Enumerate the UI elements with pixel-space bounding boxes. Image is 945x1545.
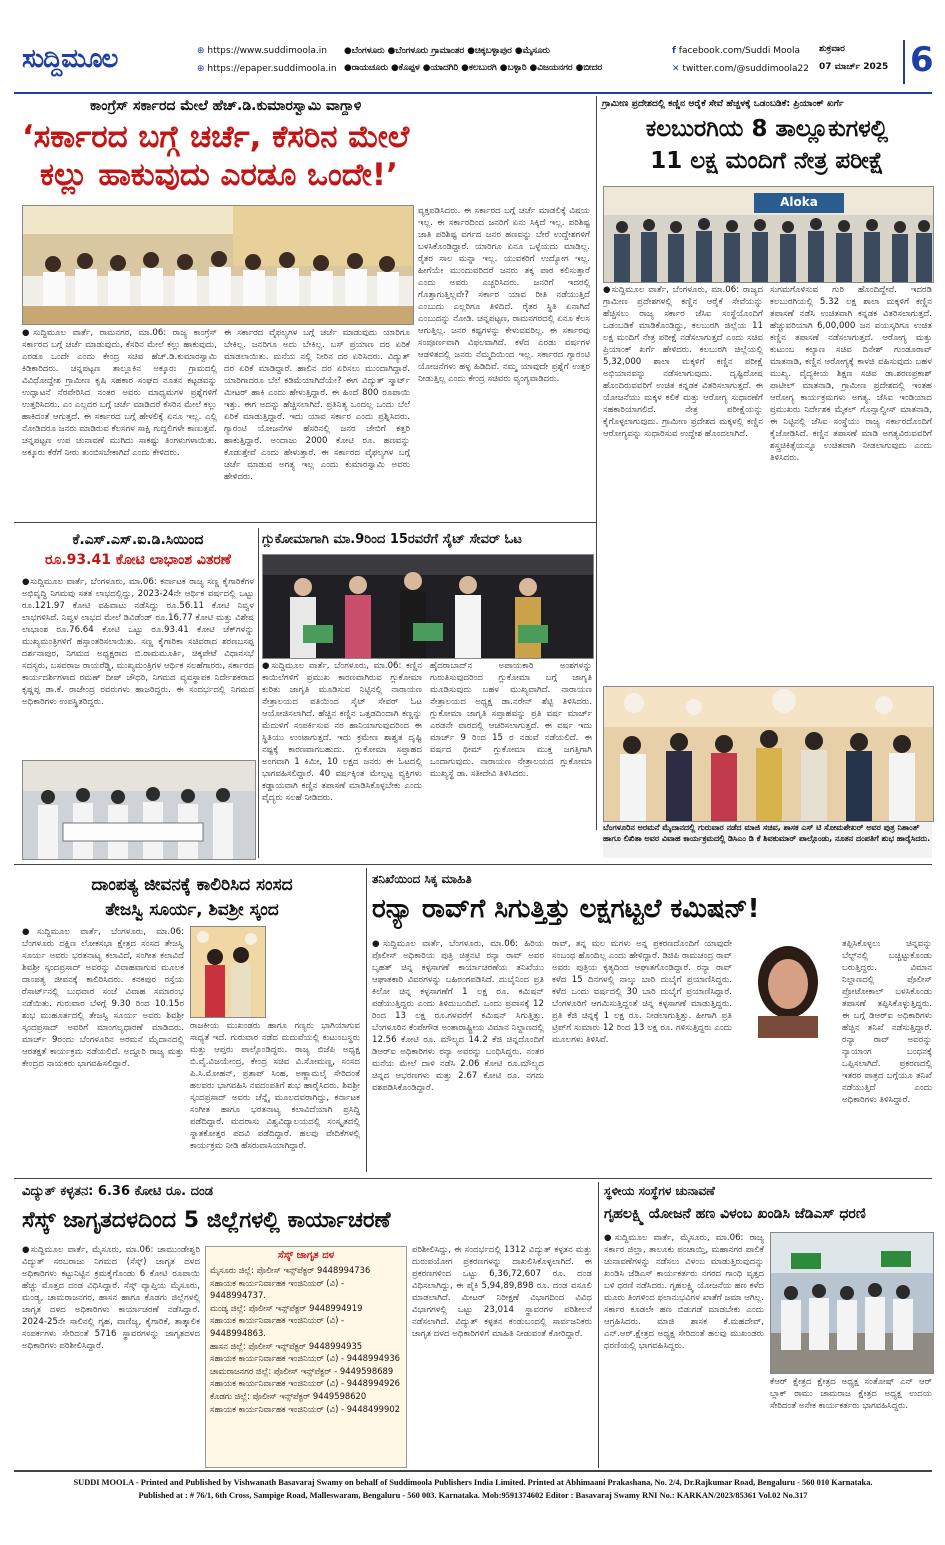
- ksiidc-body: ●ಸುದ್ದಿಮೂಲ ವಾರ್ತೆ, ಬೆಂಗಳೂರು, ಮಾ.06: ಕರ್ನಾಟಕ ರಾಜ್ಯ ಸಣ್ಣ ಕೈಗಾರಿಕೆಗಳ ಅಭಿವೃದ್ಧಿ ನಿಗಮವು ಸತತ ಲಾಭದಲ್ಲಿದ್ದು, 2023-24ನೇ ಆರ್ಥಿಕ ವರ್ಷದಲ್ಲಿ ಒಟ್ಟು ರೂ.121.97 ಕೋಟಿ ವಹಿವಾಟು ನಡೆಸಿದ್ದು ರೂ.56.11 ಕೋಟಿ ನಿವ್ವಳ ಲಾಭಗಳಿಸಿದೆ. ನಿವ್ವಳ ಲಾಭದ ಮೇಲೆ ಡಿವಿಡೆಂಡ್ ರೂ.16.77 ಕೋಟಿ ಮತ್ತು ವಿಶೇಷ ಲಾಭಾಂಶ ರೂ.76.64 ಕೋಟಿ ಒಟ್ಟು ರೂ.93.41 ಕೋಟಿ ಚೆಕ್‌ಗಳನ್ನು ಮುಖ್ಯಮಂತ್ರಿಗಳಿಗೆ ಹಸ್ತಾಂತರಿಸಲಾಯಿತು. ಸಣ್ಣ ಕೈಗಾರಿಕಾ ಸಚಿವರಾದ ಶರಣಬಸಪ್ಪ ದರ್ಶನಾಪುರ, ನಿಗಮದ ಅಧ್ಯಕ್ಷರಾದ ಬಿ.ರಾಮಮೂರ್ತಿ, ಚಿಕ್ಕಪೇಟೆ ವಿಧಾನಸಭೆ ಸದಸ್ಯರು, ಬಸವರಾಜ ರಾಯರೆಡ್ಡಿ, ಮುಖ್ಯಮಂತ್ರಿಗಳ ಆರ್ಥಿಕ ಸಲಹೆಗಾರರು, ಸರ್ಕಾರದ ಕಾರ್ಯದರ್ಶಿಗಳಾದ ರಮಣ್ ದೀಪ್ ಚೌಧರಿ, ನಿಗಮದ ವ್ಯವಸ್ಥಾಪಕ ನಿರ್ದೇಶಕರಾದ ಕೃಷ್ಣಪ್ಪ ಡಾ.ಕೆ. ರಾಜೇಂದ್ರ ರವರುಗಳು ಹಾಜರಿದ್ದರು. ಈ ಸಂದರ್ಭದಲ್ಲಿ ನಿಗಮದ ಅಧಿಕಾರಿಗಳು ಉಪಸ್ಥಿತರಿದ್ದರು.: [22, 577, 254, 707]
- kalaburagi-col1: ●ಸುದ್ದಿಮೂಲ ವಾರ್ತೆ, ಬೆಂಗಳೂರು, ಮಾ.06: ರಾಜ್ಯದ ಗ್ರಾಮೀಣ ಪ್ರದೇಶಗಳಲ್ಲಿ ಕಣ್ಣಿನ ಆರೈಕೆ ಸೇವೆಯನ್ನು ಹೆಚ್ಚಿಸಲು ರಾಜ್ಯ ಸರ್ಕಾರ ಜೆಸಿಐ ಸಂಸ್ಥೆಯೊಂದಿಗೆ ಒಡಂಬಡಿಕೆ ಮಾಡಿಕೊಂಡಿದ್ದು, ಕಲಬುರಗಿ ಜಿಲ್ಲೆಯ 11 ಲಕ್ಷ ಮಂದಿಗೆ ನೇತ್ರ ಪರೀಕ್ಷೆ ನಡೆಸಲಾಗುತ್ತದೆ ಎಂದು ಸಚಿವ ಪ್ರಿಯಾಂಕ್ ಖರ್ಗೆ ಹೇಳಿದರು. ಕಲಬುರಗಿ ಜಿಲ್ಲೆಯಲ್ಲಿ 5,32,000 ಶಾಲಾ ಮಕ್ಕಳಿಗೆ ಕಣ್ಣಿನ ಪರೀಕ್ಷೆ ಅಭಿಯಾನವನ್ನು ನಡೆಸಲಾಗುವುದು. ದೃಷ್ಟಿದೋಷ ಹೊಂದಿರುವವರಿಗೆ ಉಚಿತ ಕನ್ನಡಕ ವಿತರಿಸಲಾಗುತ್ತದೆ. ಈ ಯೋಜನೆಯು ಮಕ್ಕಳ ಕಲಿಕೆ ಮತ್ತು ಆರೋಗ್ಯ ಸುಧಾರಣೆಗೆ ಸಹಕಾರಿಯಾಗಲಿದೆ. ನೇತ್ರ ಪರೀಕ್ಷೆಯನ್ನು ಕೈಗೊಳ್ಳಲಾಗುವುದು. ಗ್ರಾಮೀಣ ಪ್ರದೇಶದ ಮಕ್ಕಳಲ್ಲಿ ಕಣ್ಣಿನ ಆರೋಗ್ಯವನ್ನು ಸುಧಾರಿಸುವ ಉದ್ದೇಶ ಹೊಂದಲಾಗಿದೆ.: [603, 285, 763, 439]
- globe-icon: ⊕: [197, 46, 205, 56]
- cesc-contact-line: ಸಹಾಯಕ ಕಾರ್ಯನಿರ್ವಾಹಕ ಇಂಜಿನಿಯರ್ (ವಿ) - 9448994926: [210, 1378, 400, 1389]
- cesc-col1: ●ಸುದ್ದಿಮೂಲ ವಾರ್ತೆ, ಮೈಸೂರು, ಮಾ.06: ಚಾಮುಂಡೇಶ್ವರಿ ವಿದ್ಯುತ್ ಸರಬರಾಜು ನಿಗಮದ (ಸೆಸ್ಕ್) ಜಾಗೃತ ದಳದ ಅಧಿಕಾರಿಗಳು ಕಟ್ಟುನಿಟ್ಟಿನ ಕ್ರಮಕೈಗೊಂಡು 6 ಕೋಟಿ ರೂಪಾಯಿ ಹೆಚ್ಚು ಮೊತ್ತದ ದಂಡ ವಿಧಿಸಿದ್ದಾರೆ. ಸೆಸ್ಕ್ ವ್ಯಾಪ್ತಿಯ ಮೈಸೂರು, ಮಂಡ್ಯ, ಚಾಮರಾಜನಗರ, ಹಾಸನ ಹಾಗೂ ಕೊಡಗು ಜಿಲ್ಲೆಗಳಲ್ಲಿ ಜಾಗೃತ ದಳದ ಅಧಿಕಾರಿಗಳು ಕಾರ್ಯಾಚರಣೆ ನಡೆಸಿದ್ದಾರೆ. 2024-25ನೇ ಸಾಲಿನಲ್ಲಿ ಗೃಹ, ವಾಣಿಜ್ಯ, ಕೈಗಾರಿಕೆ, ತಾತ್ಕಾಲಿಕ ಸಂಪರ್ಕಗಳು ಸೇರಿದಂತೆ 5716 ಸ್ಥಾವರಗಳನ್ನು ಜಾಗೃತದಳದ ಅಧಿಕಾರಿಗಳು ಪರಿಶೀಲಿಸಿದ್ದಾರೆ.: [22, 1245, 200, 1351]
- cesc-contact-line: ಸಹಾಯಕ ಕಾರ್ಯನಿರ್ವಾಹಕ ಇಂಜಿನಿಯರ್ (ವಿ) - 9448499902: [210, 1403, 400, 1414]
- jds-protest-photo: [771, 1233, 933, 1373]
- cesc-contact-line: ಸಹಾಯಕ ಕಾರ್ಯನಿರ್ವಾಹಕ ಇಂಜಿನಿಯರ್ (ವಿ) - 9448994936: [210, 1353, 400, 1364]
- tejasvi-col2b: [268, 926, 360, 1016]
- facebook-link[interactable]: facebook.com/Suddi Moola: [678, 46, 801, 56]
- masthead: [14, 40, 932, 90]
- kalaburagi-col2: ಸುಗಮಗೊಳಿಸುವ ಗುರಿ ಹೊಂದಿದ್ದೇವೆ. ಇದರಡಿ ಕಲಬುರಗಿಯಲ್ಲಿ 5.32 ಲಕ್ಷ ಶಾಲಾ ಮಕ್ಕಳಿಗೆ ಕಣ್ಣಿನ ತಪಾಸಣೆ ನಡೆಸಿ ಉಚಿತವಾಗಿ ಕನ್ನಡಕ ವಿತರಿಸಲಾಗುತ್ತದೆ. ಹೆಚ್ಚುವರಿಯಾಗಿ 6,00,000 ಜನ ವಯಸ್ಕರಿಗೂ ಉಚಿತ ಕಣ್ಣಿನ ತಪಾಸಣೆ ನಡೆಸಲಾಗುತ್ತದೆ. ಆರೋಗ್ಯ ಮತ್ತು ಕುಟುಂಬ ಕಲ್ಯಾಣ ಸಚಿವ ದಿನೇಶ್ ಗುಂಡೂರಾವ್ ಮಾತನಾಡಿ, ಕಣ್ಣಿನ ಆರೋಗ್ಯಕ್ಕೆ ಕಾಳಜಿ ವಹಿಸುವುದು ಬಹಳ ಮುಖ್ಯ. ವೈದ್ಯಕೀಯ ಶಿಕ್ಷಣ ಸಚಿವ ಡಾ.ಶರಣಪ್ರಕಾಶ್ ಪಾಟೀಲ್ ಮಾತನಾಡಿ, ಗ್ರಾಮೀಣ ಪ್ರದೇಶದಲ್ಲಿ ಇಂತಹ ಆರೋಗ್ಯ ಕಾರ್ಯಕ್ರಮಗಳು ಅಗತ್ಯ. ಜೆಸಿಐ ಇಂಡಿಯಾದ ಪ್ರಮುಖರು ನಿರ್ದೇಶಕ ಮೈಕಲ್ ಗೊನ್ಸಾಲ್ವೀಸ್ ಮಾತನಾಡಿ, ಈ ನಿಟ್ಟಿನಲ್ಲಿ ಜೆಸಿಐ ಸಂಸ್ಥೆಯು ರಾಜ್ಯ ಸರ್ಕಾರದೊಂದಿಗೆ ಕೈಜೋಡಿಸಿದೆ. ಕಣ್ಣಿನ ತಪಾಸಣೆ ಮಾಡಿ ಅಗತ್ಯವಿರುವವರಿಗೆ ಶಸ್ತ್ರಚಿಕಿತ್ಸೆಯನ್ನೂ ಉಚಿತವಾಗಿ ನೀಡಲಾಗುವುದು ಎಂದು ತಿಳಿಸಿದರು.: [770, 285, 932, 463]
- ksiidc-photo: [22, 760, 256, 860]
- tejasvi-col1: ●ಸುದ್ದಿಮೂಲ ವಾರ್ತೆ, ಬೆಂಗಳೂರು, ಮಾ.06: ಬೆಂಗಳೂರು ದಕ್ಷಿಣ ಲೋಕಸಭಾ ಕ್ಷೇತ್ರದ ಸಂಸದ ತೇಜಸ್ವಿ ಸೂರ್ಯ ಅವರು ಭರತನಾಟ್ಯ ಕಲಾವಿದೆ, ಸಂಗೀತ ಕಲಾವಿದೆ ಶಿವಶ್ರೀ ಸ್ಕಂದಪ್ರಸಾದ್ ಅವರನ್ನು ವಿವಾಹವಾಗುವ ಮೂಲಕ ದಾಂಪತ್ಯ ಜೀವನಕ್ಕೆ ಕಾಲಿರಿಸಿದರು. ಕನಕಪುರ ರಸ್ತೆಯ ರೆಸಾರ್ಟ್‌ನಲ್ಲಿ ಬುಧವಾರ ಸಂಜೆ ವಿವಾಹ ಸಮಾರಂಭ ನಡೆಯಿತು. ಗುರುವಾರ ಬೆಳಗ್ಗೆ 9.30 ರಿಂದ 10.15ರ ಶುಭ ಮುಹೂರ್ತದಲ್ಲಿ ತೇಜಸ್ವಿ ಸೂರ್ಯ ಅವರು ಶಿವಶ್ರೀ ಸ್ಕಂದಪ್ರಸಾದ್ ಅವರಿಗೆ ಮಾಂಗಲ್ಯಧಾರಣೆ ಮಾಡಿದರು. ಮಾರ್ಚ್ 9ರಂದು ಬೆಂಗಳೂರಿನ ಅರಮನೆ ಮೈದಾನದಲ್ಲಿ ಆರತಕ್ಷತೆ ಕಾರ್ಯಕ್ರಮ ನಡೆಯಲಿದೆ. ಅದ್ದೂರಿ ರಾಜ್ಯ ಮತ್ತು ಕೇಂದ್ರದ ನಾಯಕರು ಭಾಗವಹಿಸಲಿದ್ದಾರೆ.: [22, 927, 184, 1069]
- cesc-headline: ಸೆಸ್ಕ್ ಜಾಗೃತದಳದಿಂದ 5 ಜಿಲ್ಲೆಗಳಲ್ಲಿ ಕಾರ್ಯಾಚರಣೆ: [22, 1208, 391, 1233]
- tejasvi-headline-line2: ತೇಜಸ್ವಿ ಸೂರ್ಯ, ಶಿವಶ್ರೀ ಸ್ಕಂದ: [105, 900, 279, 920]
- cesc-contact-line: ಸಹಾಯಕ ಕಾರ್ಯನಿರ್ವಾಹಕ ಇಂಜಿನಿಯರ್ (ವಿ) - 9448994737.: [210, 1277, 345, 1301]
- editions-row2: ●ರಾಯಚೂರು ●ಕೊಪ್ಪಳ ●ಯಾದಗಿರಿ ●ಕಲಬುರಗಿ ●ಬಳ್ಳಾರಿ ●ವಿಜಯನಗರ ●ಬೀದರ: [344, 63, 603, 73]
- kalaburagi-photo: [603, 186, 934, 283]
- ksiidc-headline-line1: ಕೆ.ಎಸ್.ಎಸ್.ಐ.ಡಿ.ಸಿಯಿಂದ: [72, 532, 204, 548]
- somashekar-wedding-photo: [604, 687, 933, 821]
- cheque-handover-photo: [23, 761, 255, 859]
- ranya-rao-portrait: [738, 938, 838, 1038]
- ksiidc-headline: [22, 530, 254, 570]
- cesc-box-lines: [206, 1264, 406, 1415]
- jds-headline: ಗೃಹಲಕ್ಷ್ಮಿ ಯೋಜನೆ ಹಣ ವಿಳಂಬ ಖಂಡಿಸಿ ಜೆಡಿಎಸ್ ಧರಣಿ: [604, 1206, 866, 1222]
- glaucoma-col2: ಹೈದರಾಬಾದ್‌ನ ಅಪಾಯಕಾರಿ ಅಂಶಗಳನ್ನು ಗುರುತಿಸುವುದರಿಂದ ಗ್ಲುಕೋಮಾ ಬಗ್ಗೆ ಜಾಗೃತಿ ಮೂಡಿಸುವುದು ಬಹಳ ಮುಖ್ಯವಾಗಿದೆ. ನಾರಾಯಣ ನೇತ್ರಾಲಯದ ಅಧ್ಯಕ್ಷ ಡಾ.ನರೇನ್ ಶೆಟ್ಟಿ ತಿಳಿಸಿದರು. ಗ್ಲುಕೋಮಾ ಜಾಗೃತಿ ಸಪ್ತಾಹವನ್ನು ಪ್ರತಿ ವರ್ಷ ಮಾರ್ಚ್ ಎರಡನೇ ವಾರದಲ್ಲಿ ಆಚರಿಸಲಾಗುತ್ತದೆ. ಈ ವರ್ಷ ಇದು ಮಾರ್ಚ್ 9 ರಿಂದ 15 ರ ನಡುವೆ ನಡೆಯಲಿದೆ. ಈ ವರ್ಷದ ಥೀಮ್ ಗ್ಲುಕೋಮಾ ಮುಕ್ತ ಜಗತ್ತಿಗಾಗಿ ಒಂದಾಗುವುದು. ನಾರಾಯಣ ನೇತ್ರಾಲಯದ ಗ್ಲುಕೋಮಾ ಮುಖ್ಯಸ್ಥೆ ಡಾ. ಸತೀದೇವಿ ತಿಳಿಸಿದರು.: [430, 661, 592, 779]
- cesc-col3: ಪರಿಶೀಲಿಸಿದ್ದು, ಈ ಸಂದರ್ಭದಲ್ಲಿ 1312 ವಿದ್ಯುತ್ ಕಳ್ಳತನ ಮತ್ತು ದುರುಪಯೋಗ ಪ್ರಕರಣಗಳನ್ನು ದಾಖಲಿಸಿಕೊಳ್ಳಲಾಗಿದೆ. ಈ ಪ್ರಕರಣಗಳಿಂದ ಒಟ್ಟು 6,36,72,607 ರೂ. ದಂಡ ವಿಧಿಸಲಾಗಿದ್ದು, ಈ ಪೈಕಿ 5,94,89,898 ರೂ. ದಂಡ ವಸೂಲಿ ಮಾಡಲಾಗಿದೆ. ಮೀಟರ್ ನಿರೀಕ್ಷಣೆ ವಿಭಾಗದಿಂದ ವಿವಿಧ ವಿಭಾಗಗಳಲ್ಲಿ ಒಟ್ಟು 23,014 ಸ್ಥಾವರಗಳ ಪರಿಶೀಲನೆ ನಡೆಸಲಾಗಿದೆ. ವಿದ್ಯುತ್ ಕಳ್ಳತನ ಕಂಡುಬಂದಲ್ಲಿ ಸಾರ್ವಜನಿಕರು ಜಾಗೃತ ದಳದ ಅಧಿಕಾರಿಗಳಿಗೆ ಮಾಹಿತಿ ನೀಡುವಂತೆ ಕೋರಿದ್ದಾರೆ.: [412, 1245, 592, 1339]
- ranya-headline: ರನ್ಯಾ ರಾವ್‌ಗೆ ಸಿಗುತ್ತಿತ್ತು ಲಕ್ಷಗಟ್ಟಲೆ ಕಮಿಷನ್!: [372, 894, 760, 924]
- jds-col1: ●ಸುದ್ದಿಮೂಲ ವಾರ್ತೆ, ಮೈಸೂರು, ಮಾ.06: ರಾಜ್ಯ ಸರ್ಕಾರ ಜಿಲ್ಲಾ, ತಾಲೂಕು ಪಂಚಾಯ್ತಿ, ಮಹಾನಗರ ಪಾಲಿಕೆ ಚುನಾವಣೆಗಳನ್ನು ನಡೆಸಲು ವಿಳಂಬ ಮಾಡುತ್ತಿರುವುದನ್ನು ಖಂಡಿಸಿ ಜೆಡಿಎಸ್ ಕಾರ್ಯಕರ್ತರು ನಗರದ ಗಾಂಧಿ ವೃತ್ತದ ಬಳಿ ಧರಣಿ ನಡೆಸಿದರು. ಗೃಹಲಕ್ಷ್ಮಿ ಯೋಜನೆಯ ಹಣ ಕಳೆದ ಮೂರು ತಿಂಗಳಿಂದ ಫಲಾನುಭವಿಗಳ ಖಾತೆಗೆ ಜಮಾ ಆಗಿಲ್ಲ. ಸರ್ಕಾರ ಕೂಡಲೇ ಹಣ ಬಿಡುಗಡೆ ಮಾಡಬೇಕು ಎಂದು ಆಗ್ರಹಿಸಿದರು. ಮಾಜಿ ಶಾಸಕ ಕೆ.ಮಹದೇವ್, ಎನ್.ಆರ್.ಕ್ಷೇತ್ರದ ಅಧ್ಯಕ್ಷ ಸೇರಿದಂತೆ ಹಲವು ಮುಖಂಡರು ಧರಣಿಯಲ್ಲಿ ಭಾಗವಹಿಸಿದ್ದರು.: [604, 1233, 764, 1351]
- editions-row1: ●ಬೆಂಗಳೂರು ●ಬೆಂಗಳೂರು ಗ್ರಾಮಾಂತರ ●ಚಿಕ್ಕಬಳ್ಳಾಪುರ ●ಮೈಸೂರು: [344, 46, 550, 56]
- tejasvi-col2: ರಾಜಕೀಯ ಮುಖಂಡರು ಹಾಗೂ ಗಣ್ಯರು ಭಾಗಿಯಾಗುವ ಸಾಧ್ಯತೆ ಇದೆ. ಗುರುವಾರ ನಡೆದ ಮದುವೆಯಲ್ಲಿ ಕುಟುಂಬಸ್ಥರು ಮತ್ತು ಆಪ್ತರು ಪಾಲ್ಗೊಂಡಿದ್ದರು. ರಾಜ್ಯ ಬಿಜೆಪಿ ಅಧ್ಯಕ್ಷ ಬಿ.ವೈ.ವಿಜಯೇಂದ್ರ, ಕೇಂದ್ರ ಸಚಿವ ವಿ.ಸೋಮಣ್ಣ, ಸಂಸದ ಪಿ.ಸಿ.ಮೋಹನ್, ಪ್ರತಾಪ್ ಸಿಂಹ, ಅಣ್ಣಾಮಲೈ ಸೇರಿದಂತೆ ಹಲವರು ಭಾಗವಹಿಸಿ ನವದಂಪತಿಗೆ ಶುಭ ಹಾರೈಸಿದರು. ಶಿವಶ್ರೀ ಸ್ಕಂದಪ್ರಸಾದ್ ಅವರು ಚೆನ್ನೈ ಮೂಲದವರಾಗಿದ್ದು, ಕರ್ನಾಟಕ ಸಂಗೀತ ಹಾಗೂ ಭರತನಾಟ್ಯ ಕಲಾವಿದೆಯಾಗಿ ಪ್ರಸಿದ್ಧಿ ಪಡೆದಿದ್ದಾರೆ. ಮದರಾಸು ವಿಶ್ವವಿದ್ಯಾಲಯದಲ್ಲಿ ಸಂಸ್ಕೃತದಲ್ಲಿ ಸ್ನಾತಕೋತ್ತರ ಪದವಿ ಪಡೆದಿದ್ದಾರೆ. ಹಲವು ವೇದಿಕೆಗಳಲ್ಲಿ ಕಾರ್ಯಕ್ರಮ ನೀಡಿ ಹೆಸರುವಾಸಿಯಾಗಿದ್ದಾರೆ.: [190, 1021, 360, 1151]
- story1-col3: ವ್ಯಕ್ತಪಡಿಸಿದರು. ಈ ಸರ್ಕಾರದ ಬಗ್ಗೆ ಚರ್ಚೆ ಮಾಡಲಿಕ್ಕೆ ವಿಷಯ ಇಲ್ಲ. ಈ ಸರ್ಕಾರದಿಂದ ಜನರಿಗೆ ಏನು ಸಿಕ್ಕಿದೆ ಇಲ್ಲ. ಪರಿಶಿಷ್ಟ ಜಾತಿ ಪರಿಶಿಷ್ಟ ವರ್ಗದ ಜನರ ಹಣವನ್ನು ಬೇರೆ ಉದ್ದೇಶಗಳಿಗೆ ಬಳಸಿಕೊಂಡಿದ್ದಾರೆ. ಯಾರಿಗೂ ಏನೂ ಒಳ್ಳೆಯದು ಮಾಡಿಲ್ಲ. ರೈತರ ಸಾಲ ಮನ್ನಾ ಇಲ್ಲ. ಯುವಕರಿಗೆ ಉದ್ಯೋಗ ಇಲ್ಲ. ಹೀಗೆಯೇ ಮುಂದುವರಿದರೆ ಜನರು ತಕ್ಕ ಪಾಠ ಕಲಿಸುತ್ತಾರೆ ಎಂದು ಅವರು ಎಚ್ಚರಿಸಿದರು. ಜನರಿಗೆ ಇದರಲ್ಲಿ ಗೊತ್ತಾಗುತ್ತಿಲ್ಲವೇ? ಸರ್ಕಾರ ಯಾವ ರೀತಿ ನಡೆಯುತ್ತಿದೆ ಎಂಬುದು ಎಲ್ಲರಿಗೂ ತಿಳಿದಿದೆ. ರೈತರ ಸ್ಥಿತಿ ಏನಾಗಿದೆ ಎಂಬುದನ್ನು ನೋಡಿ. ಚನ್ನಪಟ್ಟಣ, ರಾಮನಗರದಲ್ಲಿ ಏನೂ ಕೆಲಸ ಆಗುತ್ತಿಲ್ಲ. ಜನರ ಕಷ್ಟಗಳನ್ನು ಕೇಳುವವರಿಲ್ಲ. ಈ ಸರ್ಕಾರವು ಸಂಪೂರ್ಣವಾಗಿ ವಿಫಲವಾಗಿದೆ. ಕಳೆದ ಎರಡು ವರ್ಷಗಳ ಆಡಳಿತದಲ್ಲಿ ಜನರು ನೆಮ್ಮದಿಯಿಂದ ಇಲ್ಲ. ಸರ್ಕಾರದ ಗ್ಯಾರಂಟಿ ಯೋಜನೆಗಳು ಹಳ್ಳ ಹಿಡಿದಿವೆ. ನಮ್ಮ ಯಾವುದೇ ಪ್ರಶ್ನೆಗೆ ಉತ್ತರ ನೀಡುತ್ತಿಲ್ಲ ಎಂದು ಕೇಂದ್ರ ಸಚಿವರು ವ್ಯಂಗ್ಯವಾಡಿದರು.: [418, 206, 590, 384]
- story1-photo: [22, 205, 414, 325]
- ranya-col3: ತಪ್ಪಿಸಿಕೊಳ್ಳಲು ಚಿನ್ನವನ್ನು ಬೆಲ್ಟ್‌ನಲ್ಲಿ ಬಚ್ಚಿಟ್ಟುಕೊಂಡು ಬರುತ್ತಿದ್ದರು. ವಿಮಾನ ನಿಲ್ದಾಣದಲ್ಲಿ ಪೊಲೀಸ್ ಪ್ರೋಟೋಕಾಲ್ ಬಳಸಿಕೊಂಡು ತಪಾಸಣೆ ತಪ್ಪಿಸಿಕೊಳ್ಳುತ್ತಿದ್ದರು. ಈ ಬಗ್ಗೆ ಡಿಆರ್‌ಐ ಅಧಿಕಾರಿಗಳು ಹೆಚ್ಚಿನ ತನಿಖೆ ನಡೆಸುತ್ತಿದ್ದಾರೆ. ರನ್ಯಾ ರಾವ್ ಅವರನ್ನು ನ್ಯಾಯಾಂಗ ಬಂಧನಕ್ಕೆ ಒಪ್ಪಿಸಲಾಗಿದೆ. ಪ್ರಕರಣದಲ್ಲಿ ಇತರರ ಪಾತ್ರದ ಬಗ್ಗೆಯೂ ತನಿಖೆ ನಡೆಯುತ್ತಿದೆ ಎಂದು ಅಧಿಕಾರಿಗಳು ತಿಳಿಸಿದ್ದಾರೆ.: [842, 939, 932, 1105]
- tejasvi-headline-line1: ದಾಂಪತ್ಯ ಜೀವನಕ್ಕೆ ಕಾಲಿರಿಸಿದ ಸಂಸದ: [91, 875, 293, 895]
- epaper-url[interactable]: https://epaper.suddimoola.in: [207, 64, 337, 74]
- cesc-contact-line: ಸಹಾಯಕ ಕಾರ್ಯನಿರ್ವಾಹಕ ಇಂಜಿನಿಯರ್ (ವಿ) - 9448994863.: [210, 1315, 345, 1338]
- jds-photo-caption: ಕೆಆರ್ ಕ್ಷೇತ್ರದ ಕ್ಷೇತ್ರದ ಅಧ್ಯಕ್ಷ ಸಂತೋಷ್ ಎನ್ ಆರ್ ಬ್ಲಾಕ್ ರಾಮು ಚಾಮರಾಜ ಕ್ಷೇತ್ರದ ಅಧ್ಯಕ್ಷ ಉದಯ ಸೇರಿದಂತೆ ಅನೇಕ ಕಾರ್ಯಕರ್ತರು ಭಾಗವಹಿಸಿದ್ದರು.: [770, 1377, 932, 1411]
- facebook-icon: f: [672, 46, 676, 56]
- cesc-box-title: ಸೆಸ್ಕ್ ಜಾಗೃತ ದಳ: [277, 1250, 335, 1261]
- story1-headline-line1: ‘ಸರ್ಕಾರದ ಬಗ್ಗೆ ಚರ್ಚೆ, ಕೆಸರಿನ ಮೇಲೆ: [22, 119, 410, 155]
- ranya-kicker: ತನಿಖೆಯಿಂದ ಸಿಕ್ಕ ಮಾಹಿತಿ: [372, 872, 472, 886]
- tejasvi-headline: [22, 873, 362, 923]
- wedding-caption: ಬೆಂಗಳೂರಿನ ಅರಮನೆ ಮೈದಾನದಲ್ಲಿ ಗುರುವಾರ ನಡೆದ ಮಾಜಿ ಸಚಿವ, ಶಾಸಕ ಎಸ್ ಟಿ ಸೋಮಶೇಖರ್ ಅವರ ಪುತ್ರ ನಿಶಾಂತ್ ಹಾಗೂ ಲಿಖಿತಾ ಅವರ ವಿವಾಹ ಕಾರ್ಯಕ್ರಮದಲ್ಲಿ ಡಿಸಿಎಂ ಡಿ ಕೆ ಶಿವಕುಮಾರ್ ಪಾಲ್ಗೊಂಡು, ನೂತನ ದಂಪತಿಗೆ ಶುಭ ಹಾರೈಸಿದರು.: [603, 822, 932, 858]
- story1-headline-line2: ಕಲ್ಲು ಹಾಕುವುದು ಎರಡೂ ಒಂದೇ!’: [40, 157, 398, 193]
- twitter-link[interactable]: twitter.com/@suddimoola22: [682, 64, 809, 74]
- cesc-box: [205, 1246, 407, 1468]
- kalaburagi-headline-line2: 11 ಲಕ್ಷ ಮಂದಿಗೆ ನೇತ್ರ ಪರೀಕ್ಷೆ: [650, 148, 884, 174]
- story1-kicker: ಕಾಂಗ್ರೆಸ್ ಸರ್ಕಾರದ ಮೇಲೆ ಹೆಚ್.ಡಿ.ಕುಮಾರಸ್ವಾಮಿ ವಾಗ್ದಾಳಿ: [90, 98, 362, 114]
- ranya-photo: [738, 938, 838, 1038]
- footer: [14, 1476, 932, 1502]
- couple-photo: [191, 927, 265, 1017]
- jds-kicker: ಸ್ಥಳೀಯ ಸಂಸ್ಥೆಗಳ ಚುನಾವಣೆ: [604, 1184, 715, 1198]
- glaucoma-col1: ●ಸುದ್ದಿಮೂಲ ವಾರ್ತೆ, ಬೆಂಗಳೂರು, ಮಾ.06: ಕಣ್ಣಿನ ಕಾಯಿಲೆಗಳಿಗೆ ಪ್ರಮುಖ ಕಾರಣವಾಗಿರುವ ಗ್ಲುಕೋಮಾ ಕುರಿತು ಜಾಗೃತಿ ಮೂಡಿಸುವ ನಿಟ್ಟಿನಲ್ಲಿ ನಾರಾಯಣ ನೇತ್ರಾಲಯದ ವತಿಯಿಂದ ಸೈಟ್ ಸೇವರ್ ಓಟ ಆಯೋಜಿಸಲಾಗಿದೆ. ಹೆಚ್ಚಿನ ಕಣ್ಣಿನ ಒತ್ತಡದಿಂದಾಗಿ ಕಣ್ಣನ್ನು ಮೆದುಳಿಗೆ ಸಂಪರ್ಕಿಸುವ ನರ ಹಾನಿಯಾಗುವುದರಿಂದ ಈ ಸ್ಥಿತಿಯು ಉಂಟಾಗುತ್ತದೆ. ಇದು ಕ್ರಮೇಣ ಶಾಶ್ವತ ದೃಷ್ಟಿ ನಷ್ಟಕ್ಕೆ ಕಾರಣವಾಗಬಹುದು. ಗ್ಲುಕೋಮಾ ಸಪ್ತಾಹದ ಅಂಗವಾಗಿ 1 ಕಿಮೀ, 10 ಲಕ್ಷದ ಜನರು ಈ ಓಟದಲ್ಲಿ ಭಾಗವಹಿಸಲಿದ್ದಾರೆ. 40 ವರ್ಷಕ್ಕಿಂತ ಮೇಲ್ಪಟ್ಟ ವ್ಯಕ್ತಿಗಳು ಕಡ್ಡಾಯವಾಗಿ ಕಣ್ಣಿನ ತಪಾಸಣೆ ಮಾಡಿಸಿಕೊಳ್ಳಬೇಕು ಎಂದು ವೈದ್ಯರು ಸಲಹೆ ನೀಡಿದರು.: [262, 661, 422, 803]
- globe-icon: ⊕: [197, 64, 205, 74]
- story1-col2: ಈ ಸರ್ಕಾರದ ವೈಫಲ್ಯಗಳ ಬಗ್ಗೆ ಚರ್ಚೆ ಮಾಡುವುದು ಯಾರಿಗೂ ಬೇಕಿಲ್ಲ. ಜನರಿಗೂ ಅದು ಬೇಕಿಲ್ಲ. ಬಸ್ ಪ್ರಯಾಣ ದರ ಏರಿಕೆ ಮಾಡಲಾಯಿತು. ಮನೆಯ ನಲ್ಲಿ ನೀರಿನ ದರ ಏರಿಸಿದರು. ವಿದ್ಯುತ್ ದರ ಏರಿಕೆ ಮಾಡಿದ್ದಾರೆ. ಹಾಲಿನ ದರ ಏರಿಸಲು ಮುಂದಾಗಿದ್ದಾರೆ. ಯಾರಿಗಾದರೂ ಬೆಲೆ ಕಡಿಮೆಯಾಗಿದೆಯೇ? ಈಗ ವಿದ್ಯುತ್ ಸ್ಮಾರ್ಟ್ ಮೀಟರ್ ಹಾಕಿ ಎಂದು ಹೇಳುತ್ತಿದ್ದಾರೆ. ಈ ಹಿಂದೆ 800 ರೂಪಾಯಿ ಇತ್ತು. ಈಗ ಅದನ್ನು ಹೆಚ್ಚಿಸಲಾಗಿದೆ. ಪ್ರತಿನಿತ್ಯ ಒಂದಲ್ಲ ಒಂದು ಬೆಲೆ ಏರಿಕೆ ಮಾಡುತ್ತಿದ್ದಾರೆ. ಇದು ಯಾವ ಸರ್ಕಾರ ಎಂದು ಪ್ರಶ್ನಿಸಿದರು. ಗ್ಯಾರಂಟಿ ಯೋಜನೆಗಳ ಹೆಸರಿನಲ್ಲಿ ಜನರ ಜೇಬಿಗೆ ಕತ್ತರಿ ಹಾಕುತ್ತಿದ್ದಾರೆ. ಅಂದಾಜು 2000 ಕೋಟಿ ರೂ. ಹಣವನ್ನು ಕೊಡುತ್ತೇವೆ ಎಂದು ಹೇಳುತ್ತಾರೆ. ಈ ಸರ್ಕಾರದ ವೈಫಲ್ಯಗಳ ಬಗ್ಗೆ ಚರ್ಚೆ ಮಾಡುವ ಅಗತ್ಯ ಇಲ್ಲ ಎಂದು ಕುಮಾರಸ್ವಾಮಿ ಅವರು ಹೇಳಿದರು.: [224, 328, 410, 482]
- glaucoma-headline: ಗ್ಲುಕೋಮಾಗಾಗಿ ಮಾ.9ರಿಂದ 15ರವರೆಗೆ ಸೈಟ್ ಸೇವರ್ ಓಟ: [262, 532, 522, 547]
- kalaburagi-headline-line1: ಕಲಬುರಗಿಯ 8 ತಾಲ್ಲೂಕುಗಳಲ್ಲಿ: [645, 116, 889, 142]
- glaucoma-photo: [262, 554, 594, 659]
- footer-line2: Published at : # 76/1, 6th Cross, Sampige Road, Malleswaram, Bengaluru - 560 003. Karnataka. Mob:9591374602 Editor : Basavaraj Swamy RNI No.: KARKAN/2023/85361 Vol.02 No.317: [138, 1491, 808, 1500]
- story1-col1: ●ಸುದ್ದಿಮೂಲ ವಾರ್ತೆ, ರಾಮನಗರ, ಮಾ.06: ರಾಜ್ಯ ಕಾಂಗ್ರೆಸ್ ಸರ್ಕಾರದ ಬಗ್ಗೆ ಚರ್ಚೆ ಮಾಡುವುದು, ಕೆಸರಿನ ಮೇಲೆ ಕಲ್ಲು ಹಾಕುವುದು, ಎರಡೂ ಒಂದೇ ಎಂದು ಕೇಂದ್ರ ಸಚಿವ ಹೆಚ್.ಡಿ.ಕುಮಾರಸ್ವಾಮಿ ಕಿಡಿಕಾರಿದರು. ಚನ್ನಪಟ್ಟಣ ತಾಲ್ಲೂಕಿನ ಅಕ್ಕೂರು ಗ್ರಾಮದಲ್ಲಿ ವಿವಿಧೋದ್ದೇಶ ಗ್ರಾಮೀಣ ಕೃಷಿ ಸಹಕಾರ ಸಂಘದ ನೂತನ ಕಟ್ಟಡವನ್ನು ಉದ್ಘಾಟನೆ ನೆರವೇರಿಸಿದ ನಂತರ ಅವರು ಮಾಧ್ಯಮಗಳ ಪ್ರಶ್ನೆಗಳಿಗೆ ಉತ್ತರಿಸಿದರು. ಎಂ ಎಲ್ಲದರ ಬಗ್ಗೆ ಚರ್ಚೆ ಮಾಡಿದರೆ ಕೆಸರಿನ ಮೇಲೆ ಕಲ್ಲು ಹಾಕಿದಂತೆ ಆಗುತ್ತದೆ. ಈ ಸರ್ಕಾರದ ಬಗ್ಗೆ ಹೇಳಲಿಕ್ಕೆ ಏನೂ ಇಲ್ಲ. ಎಲ್ಲಿ ನೋಡಿದರೂ ಜನರು ಮಾಡಿರುವ ಕೆಲಸಗಳ ಸಾಕ್ಷಿ ಗುದ್ದಲಿಗಳೇ ಕಾಣುತ್ತವೆ. ಚನ್ನಪಟ್ಟಣ ಉಪ ಚುನಾವಣೆ ಮುಗಿದು ಸಾಕಷ್ಟು ತಿಂಗಳುಗಳಾಯಿತು. ಅಕ್ಕೂರು ಕೆರೆಗೆ ನೀರು ತುಂಬಿಸಬೇಕಾಗಿದೆ ಎಂದು ಕೇಳಿದರು.: [22, 328, 217, 458]
- ranya-col2: ರಾವ್, ತನ್ನ ಮಲ ಮಗಳು ಅನ್ನ ಪ್ರಕರಣದೊಂದಿಗೆ ಯಾವುದೇ ಸಂಬಂಧ ಹೊಂದಿಲ್ಲ ಎಂದು ಹೇಳಿದ್ದಾರೆ. ಡಿಜಿಪಿ ರಾಮಚಂದ್ರ ರಾವ್ ಅವರು ಪುತ್ರಿಯ ಕೃತ್ಯದಿಂದ ಆಘಾತಗೊಂಡಿದ್ದಾರೆ. ರನ್ಯಾ ರಾವ್ ಕಳೆದ 15 ದಿನಗಳಲ್ಲಿ ನಾಲ್ಕು ಬಾರಿ ದುಬೈಗೆ ಪ್ರಯಾಣಿಸಿದ್ದರು. ಕಳೆದ ಒಂದು ವರ್ಷದಲ್ಲಿ 30 ಬಾರಿ ದುಬೈಗೆ ಪ್ರಯಾಣಿಸಿದ್ದಾರೆ. ಬೆಂಗಳೂರಿಗೆ ಆಗಮಿಸುತ್ತಿದ್ದಂತೆ ಚಿನ್ನ ಕಳ್ಳಸಾಗಣೆ ಮಾಡುತ್ತಿದ್ದರು. ಪ್ರತಿ ಕೆಜಿ ಚಿನ್ನಕ್ಕೆ 1 ಲಕ್ಷ ರೂ. ನೀಡಲಾಗುತ್ತಿತ್ತು. ಹೀಗಾಗಿ ಪ್ರತಿ ಟ್ರಿಪ್‌ಗೆ ಸುಮಾರು 12 ರಿಂದ 13 ಲಕ್ಷ ರೂ. ಗಳಿಸುತ್ತಿದ್ದರು ಎಂದು ಮೂಲಗಳು ತಿಳಿಸಿವೆ.: [552, 939, 732, 1045]
- issue-date: 07 ಮಾರ್ಚ್ 2025: [819, 62, 889, 72]
- story1-headline: [22, 118, 592, 194]
- wedding-photo: [603, 686, 934, 822]
- twitter-icon: ✕: [672, 64, 680, 74]
- site-url[interactable]: https://www.suddimoola.in: [207, 46, 327, 56]
- ksiidc-headline-line2: ರೂ.93.41 ಕೋಟಿ ಲಾಭಾಂಶ ವಿತರಣೆ: [45, 552, 231, 568]
- photo-banner-text: Aloka: [780, 195, 818, 209]
- cesc-contact-line: ಮೈಸೂರು ಜಿಲ್ಲೆ: ಪೊಲೀಸ್ ಇನ್ಸ್‌ಪೆಕ್ಟರ್ 9448994736: [210, 1265, 371, 1275]
- cesc-contact-line: ಮಂಡ್ಯ ಜಿಲ್ಲೆ: ಪೊಲೀಸ್ ಇನ್ಸ್‌ಪೆಕ್ಟರ್ 9448994919: [210, 1302, 363, 1313]
- logo: [22, 44, 182, 84]
- logo-text: ಸುದ್ದಿಮೂಲ: [22, 44, 118, 74]
- cesc-contact-line: ಕೊಡಗು ಜಿಲ್ಲೆ: ಪೊಲೀಸ್ ಇನ್ಸ್‌ಪೆಕ್ಟರ್ 9449598620: [210, 1390, 367, 1401]
- cesc-kicker: ವಿದ್ಯುತ್ ಕಳ್ಳತನ: 6.36 ಕೋಟಿ ರೂ. ದಂಡ: [22, 1184, 214, 1199]
- cesc-contact-line: ಹಾಸನ ಜಿಲ್ಲೆ: ಪೊಲೀಸ್ ಇನ್ಸ್‌ಪೆಕ್ಟರ್ 9448994935: [210, 1340, 363, 1351]
- kalaburagi-kicker: ಗ್ರಾಮೀಣ ಪ್ರದೇಶದಲ್ಲಿ ಕಣ್ಣಿನ ಆರೈಕೆ ಸೇವೆ ಹೆಚ್ಚಳಕ್ಕೆ ಒಡಂಬಡಿಕೆ: ಪ್ರಿಯಾಂಕ್ ಖರ್ಗೆ: [602, 98, 844, 109]
- jds-photo: [770, 1232, 934, 1374]
- page-number: 6: [910, 40, 934, 80]
- kalaburagi-headline: [602, 113, 932, 177]
- sight-saver-run-photo: [263, 555, 593, 658]
- footer-line1: SUDDI MOOLA - Printed and Published by Vishwanath Basavaraj Swamy on behalf of Suddimoola Publishers India Limited. Printed at Abhimaani Prakashana, No. 2/4, Dr.Rajkumar Road, Bengaluru - 560 010 Karnataka.: [73, 1478, 873, 1487]
- tejasvi-photo: [190, 926, 266, 1018]
- ranya-col1: ●ಸುದ್ದಿಮೂಲ ವಾರ್ತೆ, ಬೆಂಗಳೂರು, ಮಾ.06: ಹಿರಿಯ ಪೊಲೀಸ್ ಅಧಿಕಾರಿಯ ಪುತ್ರಿ ಚಿತ್ರನಟಿ ರನ್ಯಾ ರಾವ್ ಅವರ ಬೃಹತ್ ಚಿನ್ನ ಕಳ್ಳಸಾಗಣೆ ಕಾರ್ಯಾಚರಣೆಯ ತನಿಖೆಯು ಆಘಾತಕಾರಿ ವಿವರಗಳನ್ನು ಬಹಿರಂಗಪಡಿಸಿದೆ. ದುಬೈನಿಂದ ಪ್ರತಿ ಕಿಲೋ ಚಿನ್ನ ಕಳ್ಳಸಾಗಣೆಗೆ 1 ಲಕ್ಷ ರೂ. ಕಮಿಷನ್ ಪಡೆಯುತ್ತಿದ್ದರು ಎಂದು ತಿಳಿದುಬಂದಿದೆ. ಒಂದು ಪ್ರವಾಸಕ್ಕೆ 12 ರಿಂದ 13 ಲಕ್ಷ ರೂ.ಗಳವರೆಗೆ ಕಮಿಷನ್ ಸಿಗುತ್ತಿತ್ತು. ಬೆಂಗಳೂರಿನ ಕೆಂಪೇಗೌಡ ಅಂತಾರಾಷ್ಟ್ರೀಯ ವಿಮಾನ ನಿಲ್ದಾಣದಲ್ಲಿ 12.56 ಕೋಟಿ ರೂ. ಮೌಲ್ಯದ 14.2 ಕೆಜಿ ಚಿನ್ನದೊಂದಿಗೆ ಡಿಆರ್‌ಐ ಅಧಿಕಾರಿಗಳು ರನ್ಯಾ ಅವರನ್ನು ಬಂಧಿಸಿದ್ದರು. ನಂತರ ಮನೆಯ ಮೇಲೆ ದಾಳಿ ನಡೆಸಿ 2.06 ಕೋಟಿ ರೂ.ಮೌಲ್ಯದ ಚಿನ್ನದ ಆಭರಣಗಳು ಮತ್ತು 2.67 ಕೋಟಿ ರೂ. ನಗದು ವಶಪಡಿಸಿಕೊಂಡಿದ್ದಾರೆ.: [372, 939, 544, 1093]
- issue-day: ಶುಕ್ರವಾರ: [819, 44, 845, 54]
- hdk-event-photo: [23, 206, 413, 324]
- cesc-contact-line: ಚಾಮರಾಜನಗರ ಜಿಲ್ಲೆ: ಪೊಲೀಸ್ ಇನ್ಸ್‌ಪೆಕ್ಟರ್ - 9449598689: [210, 1365, 394, 1376]
